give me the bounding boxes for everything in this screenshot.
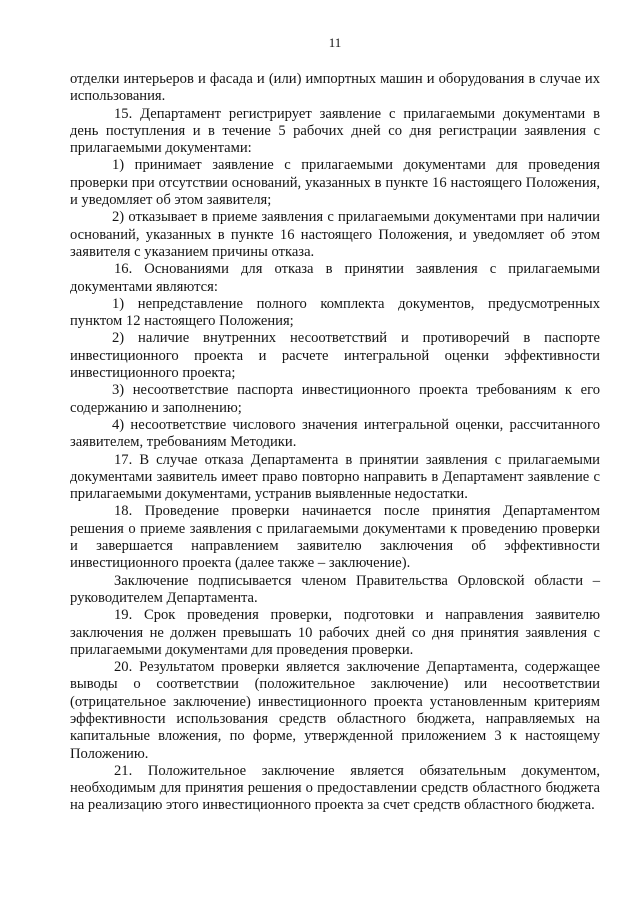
page-number: 11	[328, 35, 342, 50]
paragraph-18-signature-note: Заключение подписывается членом Правительства Орловской области – руководителем Департамента.	[70, 572, 600, 606]
paragraph-18: 18. Проведение проверки начинается после принятия Департаментом решения о приеме заявления с прилагаемыми документами к проведению проверки и завершается направлением заявителю заключения об эффективности инвестиционного проекта (далее также – заключение).	[70, 503, 600, 572]
paragraph-21: 21. Положительное заключение является обязательным документом, необходимым для принятия решения о предоставлении средств областного бюджета на реализацию этого инвестиционного проекта за счет средств областного бюджета.	[70, 762, 600, 814]
paragraph-20: 20. Результатом проверки является заключение Департамента, содержащее выводы о соответствии (положительное заключение) или несоответствии (отрицательное заключение) инвестиционного проекта установленным критериям эффективности использования средств областного бюджета, направляемых на капитальные вложения, по форме, утвержденной приложением 3 к настоящему Положению.	[70, 659, 600, 762]
paragraph-16: 16. Основаниями для отказа в принятии заявления с прилагаемыми документами являются:	[70, 261, 600, 295]
paragraph-16-item-3: 3) несоответствие паспорта инвестиционного проекта требованиям к его содержанию и заполнению;	[70, 382, 600, 416]
paragraph-15-item-2: 2) отказывает в приеме заявления с прилагаемыми документами при наличии оснований, указанных в пункте 16 настоящего Положения, и уведомляет об этом заявителя с указанием причины отказа.	[70, 209, 600, 260]
paragraph-17: 17. В случае отказа Департамента в принятии заявления с прилагаемыми документами заявитель имеет право повторно направить в Департамент заявление с прилагаемыми документами, устранив выявленные недостатки.	[70, 451, 600, 503]
paragraph-16-item-1: 1) непредставление полного комплекта документов, предусмотренных пунктом 12 настоящего Положения;	[70, 295, 600, 330]
paragraph-continuation: отделки интерьеров и фасада и (или) импортных машин и оборудования в случае их использования.	[70, 71, 600, 105]
paragraph-16-item-4: 4) несоответствие числового значения интегральной оценки, рассчитанного заявителем, требованиям Методики.	[70, 416, 600, 451]
paragraph-16-item-2: 2) наличие внутренних несоответствий и противоречий в паспорте инвестиционного проекта и расчете интегральной оценки эффективности инвестиционного проекта;	[70, 330, 600, 382]
paragraph-15-item-1: 1) принимает заявление с прилагаемыми документами для проведения проверки при отсутствии оснований, указанных в пункте 16 настоящего Положения, и уведомляет об этом заявителя;	[70, 157, 600, 209]
paragraph-19: 19. Срок проведения проверки, подготовки и направления заявителю заключения не должен превышать 10 рабочих дней со дня принятия заявления с прилагаемыми документами для проведения проверки.	[70, 607, 600, 658]
paragraph-15: 15. Департамент регистрирует заявление с прилагаемыми документами в день поступления и в течение 5 рабочих дней со дня регистрации заявления с прилагаемыми документами:	[70, 105, 600, 157]
